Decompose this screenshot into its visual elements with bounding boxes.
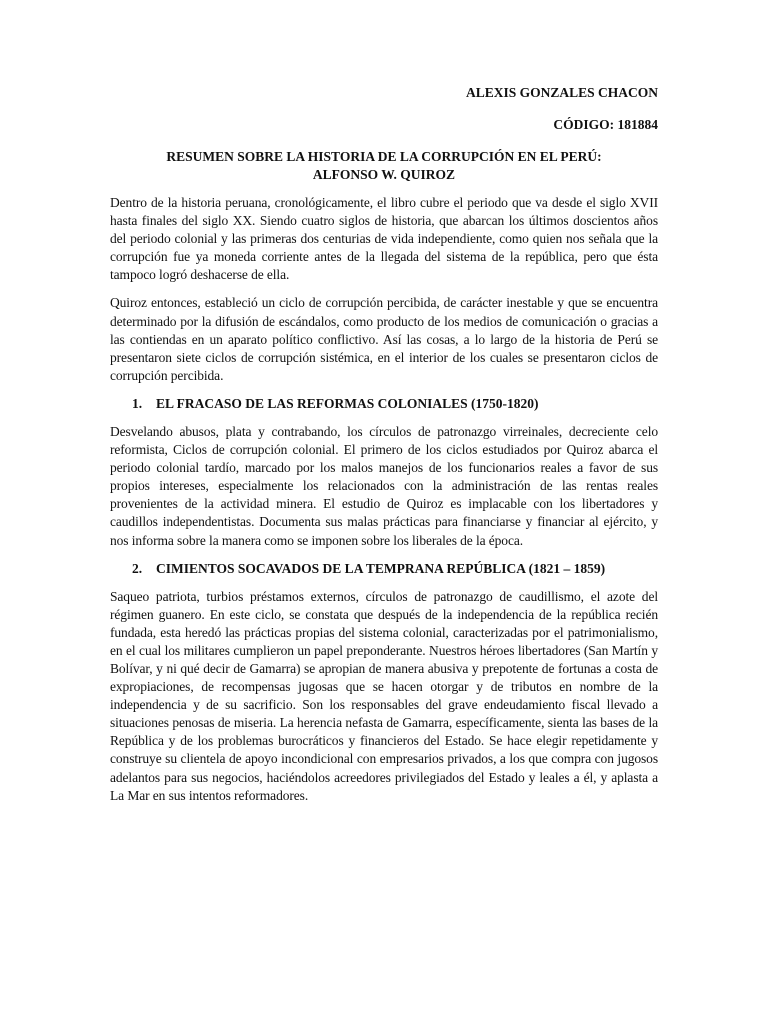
section-number: 1. [132,395,143,411]
intro-paragraph-1: Dentro de la historia peruana, cronológicamente, el libro cubre el periodo que va desde el siglo XVII hasta finales del siglo XX. Siendo cuatro siglos de historia, que abarcan los últimos doscientos años del periodo colonial y las primeras dos centurias de vida independiente, como quien nos señala que la corrupción fue ya moneda corriente antes de la llegada del sistema de la república, pero que ésta tampoco logró deshacerse de ella. [110,195,658,283]
author-name: ALEXIS GONZALES CHACON [465,85,658,100]
intro-paragraph-2: Quiroz entonces, estableció un ciclo de corrupción percibida, de carácter inestable y que se encuentra determinado por la difusión de escándalos, como producto de los medios de comunicación o gracias a las contiendas en un aparato político conflictivo. Así las cosas, a lo largo de la historia de Perú se presentaron siete ciclos de corrupción sistémica, en el interior de los cuales se presentaron ciclos de corrupción percibida. [110,295,658,383]
section-heading-1 [110,395,658,413]
section-2-body: Saqueo patriota, turbios préstamos externos, círculos de patronazgo de caudillismo, el azote del régimen guanero. En este ciclo, se constata que después de la independencia de la república recién fundada, esta heredó las prácticas propias del sistema colonial, caracterizadas por el patrimonialismo, en el cual los militares cumplieron un papel preponderante. Nuestros héroes libertadores (San Martín y Bolívar, y ni qué decir de Gamarra) se apropian de manera abusiva y prepotente de fortunas a costa de expropiaciones, de recompensas jugosas que se hacen otorgar y de tributos en nombre de la independencia y de su sacrificio. Son los responsables del grave endeudamiento fiscal llevado a situaciones penosas de miseria. La herencia nefasta de Gamarra, específicamente, sienta las bases de la República y de los problemas burocráticos y financieros del Estado. Se hace elegir repetidamente y construye su clientela de apoyo incondicional con empresarios privados, a los que compra con jugosos adelantos para sus negocios, haciéndolos acreedores privilegiados del Estado y leales a él, y aplasta a La Mar en sus intentos reformadores. [110,588,658,803]
document-title [110,148,658,184]
section-number: 2. [132,560,143,576]
title-line-1: RESUMEN SOBRE LA HISTORIA DE LA CORRUPCIÓN EN EL PERÚ: [166,149,602,164]
section-1-body: Desvelando abusos, plata y contrabando, los círculos de patronazgo virreinales, decreciente celo reformista, Ciclos de corrupción colonial. El primero de los ciclos estudiados por Quiroz abarca el periodo colonial tardío, marcado por los malos manejos de los funcionarios reales a favor de sus propios intereses, especialmente los relacionados con la administración de las rentas reales provenientes de la actividad minera. El estudio de Quiroz es implacable con los libertadores y caudillos independentistas. Documenta sus malas prácticas para financiarse y financiar al ejército, y nos informa sobre la manera como se imponen sobre los liberales de la época. [110,423,658,548]
document-page [110,84,658,805]
section-heading-2 [110,560,658,578]
title-line-2: ALFONSO W. QUIROZ [312,167,456,182]
section-title: EL FRACASO DE LAS REFORMAS COLONIALES (1750-1820) [156,395,539,411]
section-title: CIMIENTOS SOCAVADOS DE LA TEMPRANA REPÚBLICA (1821 – 1859) [156,560,606,576]
student-code: CÓDIGO: 181884 [553,117,658,132]
